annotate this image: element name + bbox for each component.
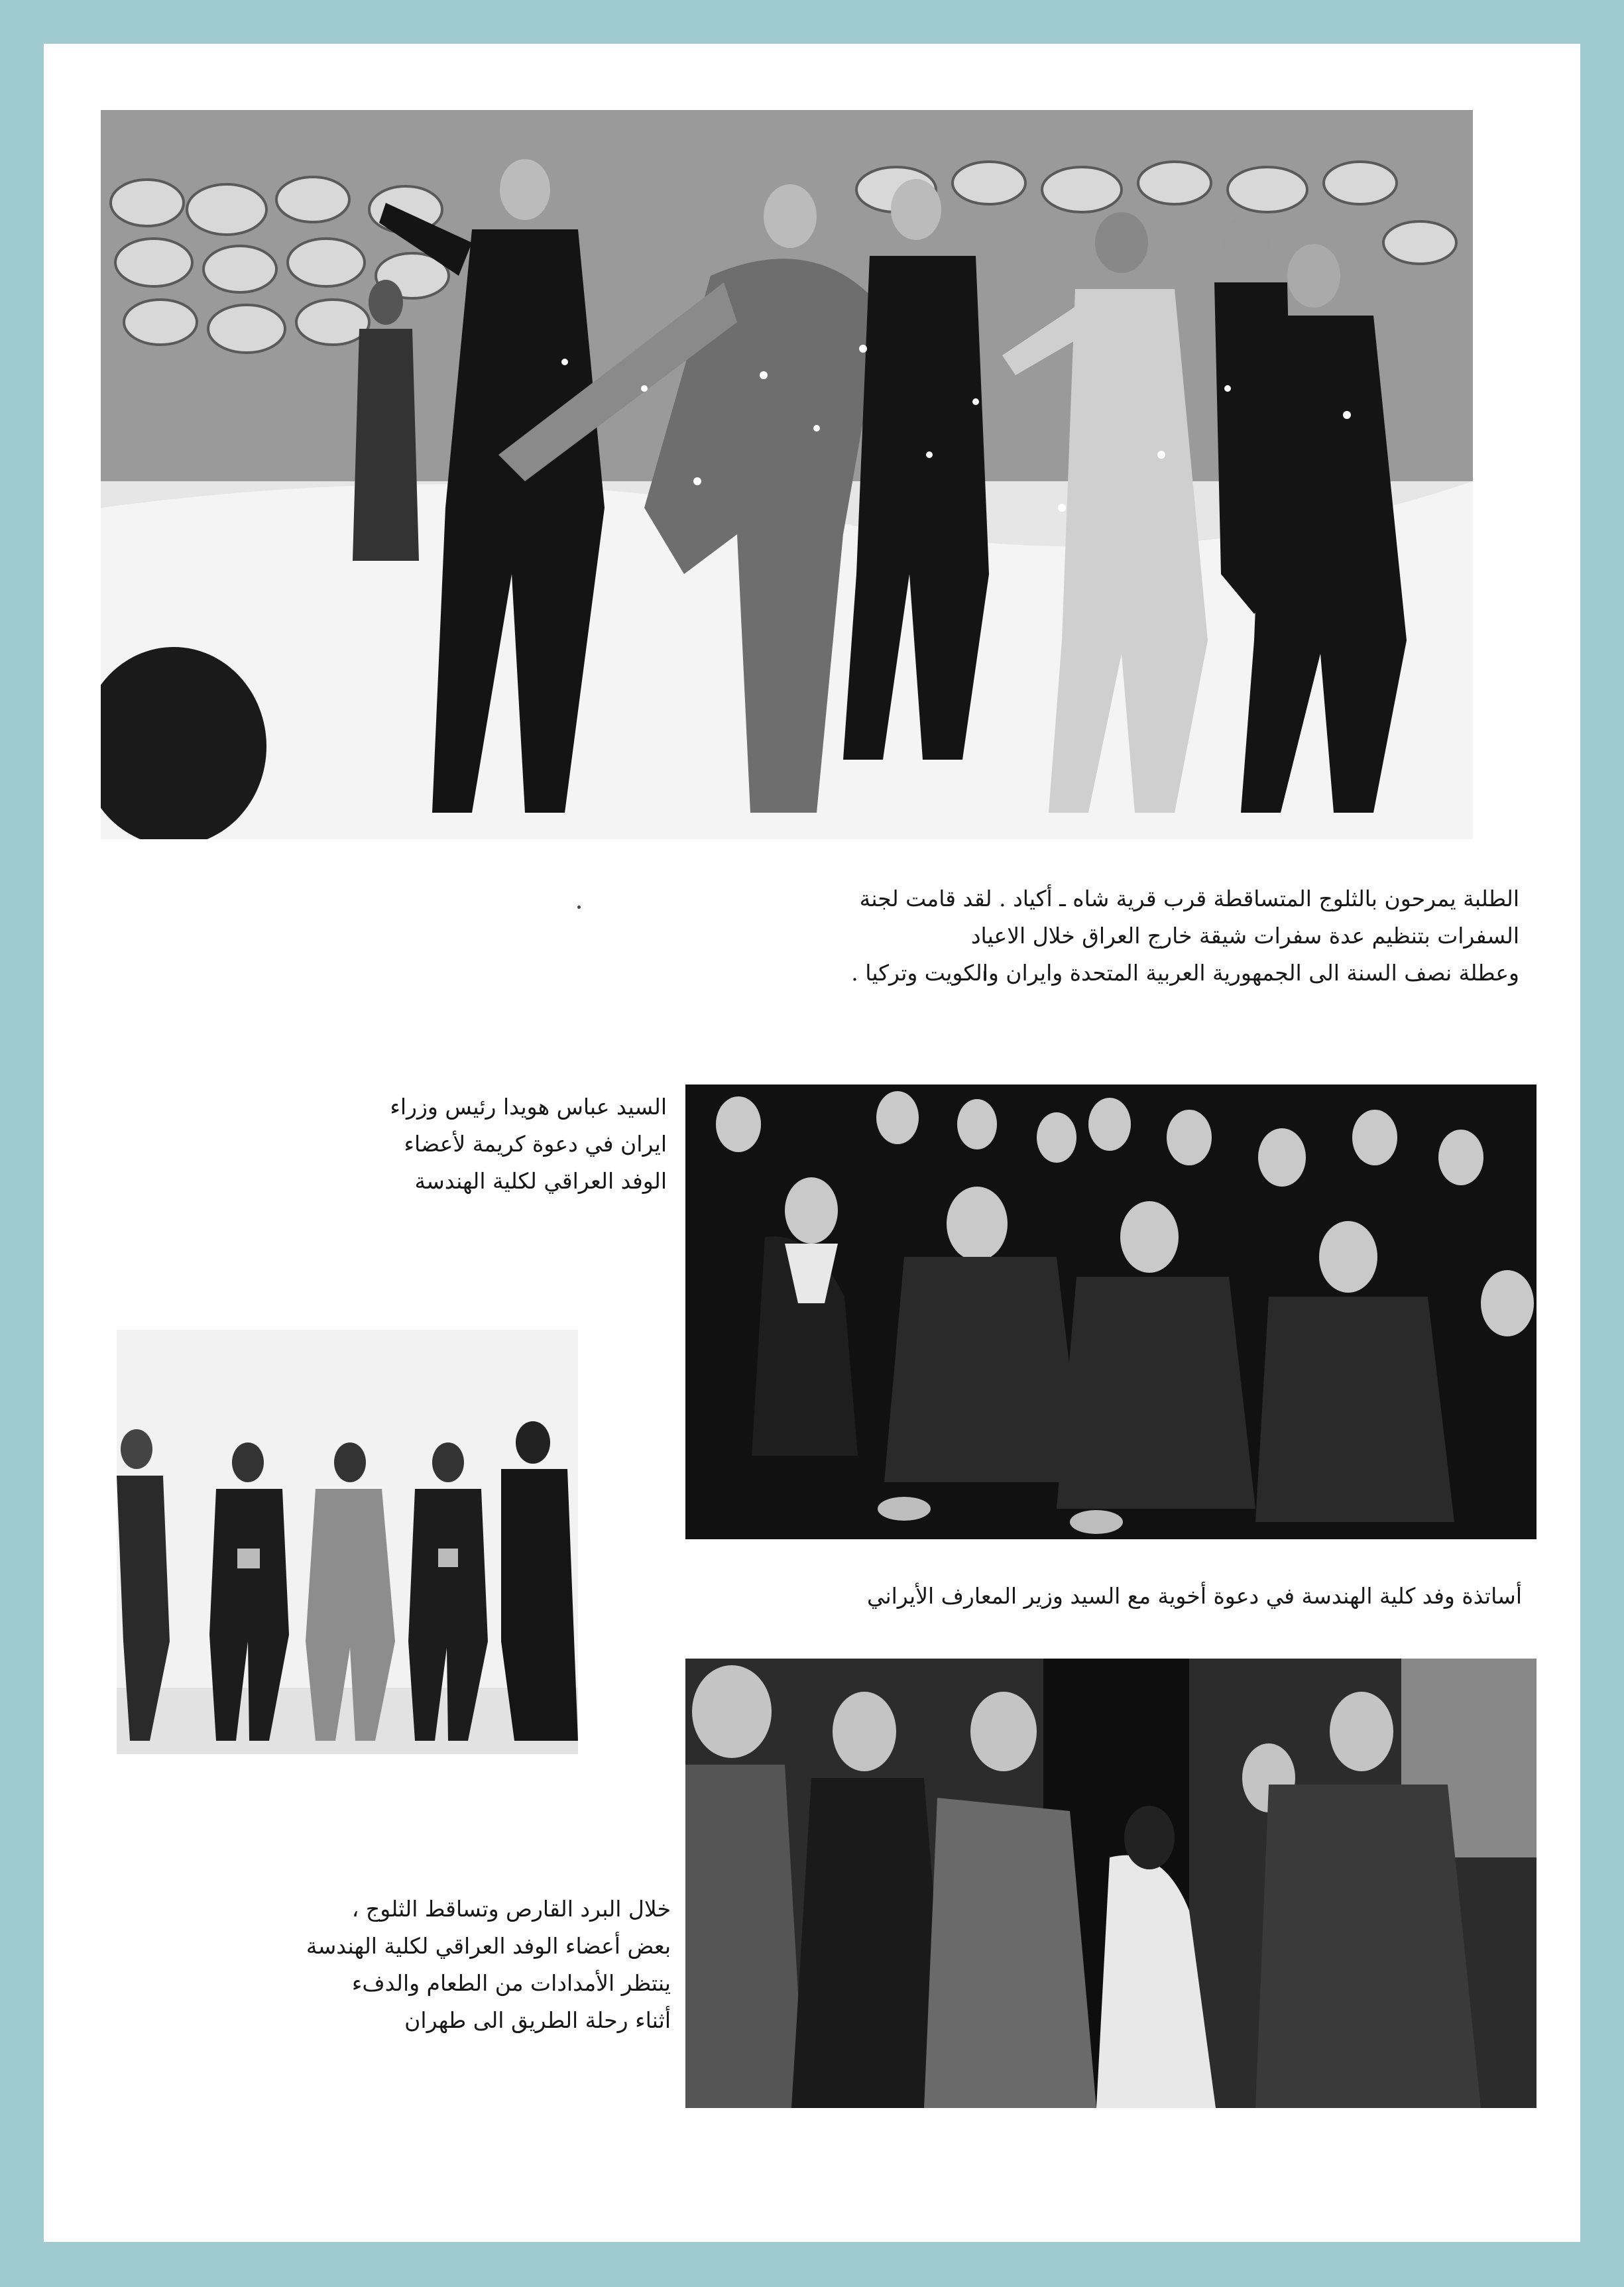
- cold-snow-caption: [280, 1891, 671, 2039]
- caption-line: ايران في دعوة كريمة لأعضاء: [404, 1131, 667, 1157]
- caption-line: الوفد العراقي لكلية الهندسة: [414, 1168, 667, 1194]
- caption-line: السيد عباس هويدا رئيس وزراء: [390, 1094, 667, 1120]
- document-page: [44, 44, 1580, 2242]
- prime-minister-caption: [309, 1088, 667, 1200]
- caption-line: بعض أعضاء الوفد العراقي لكلية الهندسة: [306, 1933, 671, 1959]
- delegation-photo: [117, 1330, 578, 1754]
- caption-line: السفرات بتنظيم عدة سفرات شيقة خارج العراق خلال الاعياد: [970, 923, 1519, 949]
- snow-play-caption: [851, 880, 1519, 992]
- caption-line: وعطلة نصف السنة الى الجمهورية العربية المتحدة وايران والكويت وتركيا .: [851, 960, 1519, 986]
- caption-line: أساتذة وفد كلية الهندسة في دعوة أخوية مع السيد وزير المعارف الأيراني: [866, 1583, 1522, 1609]
- minister-of-education-caption: [733, 1578, 1522, 1615]
- minister-of-education-photo: [685, 1659, 1537, 2108]
- caption-line: خلال البرد القارص وتساقط الثلوج ،: [351, 1896, 671, 1922]
- caption-line: الطلبة يمرحون بالثلوج المتساقطة قرب قرية شاه ـ أكياد . لقد قامت لجنة: [859, 886, 1519, 911]
- caption-line: أثناء رحلة الطريق الى طهران: [404, 2007, 671, 2033]
- snow-play-photo: [101, 110, 1473, 839]
- print-speck: [577, 906, 581, 909]
- caption-line: ينتظر الأمدادات من الطعام والدفء: [351, 1970, 671, 1996]
- prime-minister-photo: [685, 1085, 1537, 1539]
